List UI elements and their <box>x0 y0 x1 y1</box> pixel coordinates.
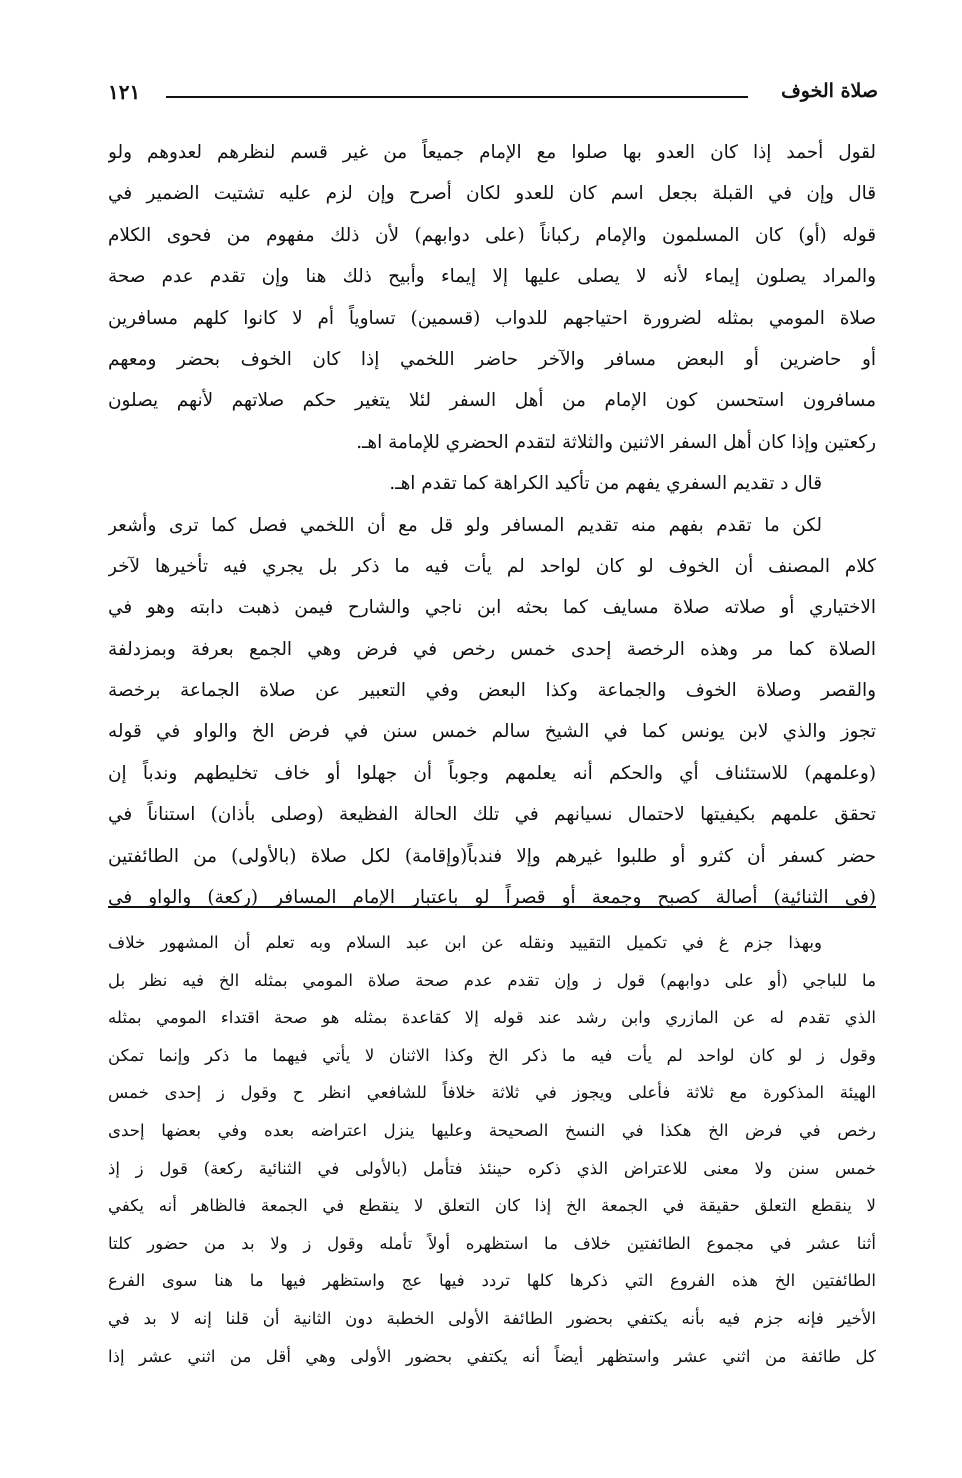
main-line: قوله (أو) كان المسلمون والإمام ركباناً (على دوابهم) لأن ذلك مفهوم من فحوى الكلام <box>108 224 876 246</box>
running-header <box>108 80 878 110</box>
footnote-line: رخص في فرض الخ هكذا في النسخ الصحيحة وعليها ينزل اعتراضه بعده وفي بعضها إحدى <box>108 1120 876 1140</box>
footnote-line: وقول ز لو كان لواحد لم يأت فيه ما ذكر الخ وكذا الاثنان لا يأتي فيهما ما ذكر وإنما تمكن <box>108 1045 876 1065</box>
main-line: أو حاضرين أو البعض مسافر والآخر حاضر اللخمي إذا كان الخوف بحضر ومعهم <box>108 348 876 370</box>
main-line: الصلاة كما مر وهذه الرخصة إحدى خمس رخص في فرض وهي الجمع بعرفة وبمزدلفة <box>108 638 876 660</box>
main-line: تجوز والذي لابن يونس كما في الشيخ سالم خمس سنن في فرض الخ والواو في قوله <box>108 721 876 743</box>
main-line: (وعلمهم) للاستئناف أي والحكم أنه يعلمهم وجوباً أن جهلوا أو خاف تخليطهم وندباً إن <box>108 762 876 784</box>
main-line: حضر كسفر أن كثرو أو طلبوا غيرهم وإلا فندباً(وإقامة) لكل صلاة (بالأولى) من الطائفتين <box>108 845 876 867</box>
footnote-line: كل طائفة من اثني عشر واستظهر أيضاً أنه يكتفي بحضور الأولى وهي أقل من اثني عشر إذا <box>108 1346 876 1366</box>
main-line: الاختياري أو صلاته صلاة مسايف كما بحثه ابن ناجي والشارح فيمن ذهبت دابته وهو في <box>108 597 876 619</box>
header-rule <box>166 96 748 98</box>
footnote-divider <box>108 906 876 908</box>
footnote-line: لا ينقطع التعلق حقيقة في الجمعة الخ إذا كان التعلق لا ينقطع في الجمعة فالظاهر أنه يكفي <box>108 1196 876 1216</box>
footnote-line: خمس سنن ولا معنى للاعتراض الذي ذكره حينئذ فتأمل (بالأولى في الثنائية ركعة) قول ز إذ <box>108 1158 876 1178</box>
footnotes <box>108 924 876 1375</box>
footnote-line: الهيئة المذكورة مع ثلاثة فأعلى ويجوز في ثلاثة خلافاً للشافعي انظر ح وقول ز إحدى خمس <box>108 1083 876 1103</box>
page-number: ١٢١ <box>108 80 141 104</box>
main-line: مسافرون استحسن كون الإمام من أهل السفر لئلا يتغير حكم صلاتهم لأنهم يصلون <box>108 390 876 412</box>
footnote-line: الطائفتين الخ هذه الفروع التي ذكرها كلها تردد فيها عج واستظهر فيها ما هنا سوى الفرع <box>108 1271 876 1291</box>
main-line: لكن ما تقدم بفهم منه تقديم المسافر ولو قل مع أن اللخمي فصل كما ترى وأشعر <box>108 514 822 536</box>
chapter-title: صلاة الخوف <box>781 80 878 102</box>
main-line: كلام المصنف أن الخوف لو كان لواحد لم يأت فيه ما ذكر بل يجري فيه تأخيرها لآخر <box>108 555 876 577</box>
footnote-line: أثنا عشر في مجموع الطائفتين خلاف ما استظهره أولاً تأمله وقول ز ولا بد من حضور كلتا <box>108 1233 876 1253</box>
main-line: والقصر وصلاة الخوف والجماعة وكذا البعض وفي التعبير عن صلاة الجماعة برخصة <box>108 680 876 702</box>
main-line: قال وإن في القبلة بجعل اسم كان للعدو لكان أصرح وإن لزم عليه تشتيت الضمير في <box>108 183 876 205</box>
main-line: والمراد يصلون إيماء لأنه لا يصلى عليها إلا إيماء وأبيح ذلك هنا وإن تقدم عدم صحة <box>108 266 876 288</box>
main-line: قال د تقديم السفري يفهم من تأكيد الكراهة كما تقدم اهـ. <box>389 473 822 495</box>
main-line: لقول أحمد إذا كان العدو بها صلوا مع الإمام جميعاً من غير قسم لنظرهم لعدوهم ولو <box>108 142 876 163</box>
main-text <box>108 132 876 918</box>
main-line: (في الثنائية) أصالة كصبح وجمعة أو قصراً لو باعتبار الإمام المسافر (ركعة) والواو في <box>108 887 876 909</box>
main-line: تحقق علمهم بكيفيتها لاحتمال نسيانهم في تلك الحالة الفظيعة (وصلى بأذان) استناناً في <box>108 804 876 826</box>
footnote-line: وبهذا جزم غ في تكميل التقييد ونقله عن ابن عبد السلام وبه تعلم أن المشهور خلاف <box>108 933 822 952</box>
footnote-line: ما للباجي (أو على دوابهم) قول ز وإن تقدم عدم صحة صلاة المومي بمثله الخ فيه نظر بل <box>108 970 876 990</box>
footnote-line: الذي تقدم له عن المازري وابن رشد عند قوله إلا كقاعدة بمثله هو صحة اقتداء المومي بمثله <box>108 1008 876 1028</box>
main-line: صلاة المومي بمثله لضرورة احتياجهم للدواب (قسمين) تساوياً أم لا كانوا كلهم مسافرين <box>108 307 876 329</box>
footnote-line: الأخير فإنه جزم فيه بأنه يكتفي بحضور الطائفة الأولى الخطبة دون الثانية أن قلنا إنه لا بد في <box>108 1308 876 1328</box>
main-line: ركعتين وإذا كان أهل السفر الاثنين والثلاثة لتقدم الحضري للإمامة اهـ. <box>356 431 876 453</box>
